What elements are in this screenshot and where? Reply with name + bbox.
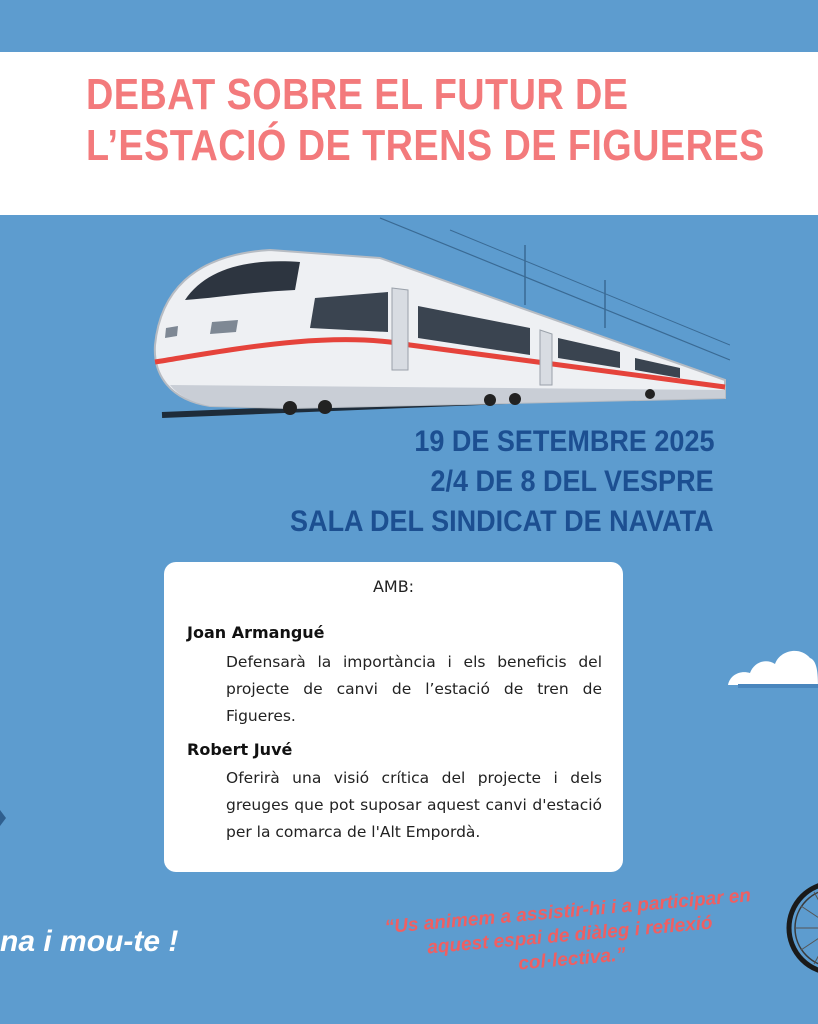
event-place: SALA DEL SINDICAT DE NAVATA — [290, 505, 714, 538]
title-line-1: DEBAT SOBRE EL FUTUR DE — [86, 70, 629, 119]
decorative-mark-icon — [0, 808, 8, 828]
slogan-text: na i mou-te ! — [0, 925, 179, 958]
speaker-name-1: Joan Armangué — [187, 623, 325, 642]
bicycle-wheel-icon — [786, 878, 818, 978]
quote-text: “Us animem a assistir-hi i a participar en aquest espai de diàleg i reflexió col·lectiva.” — [383, 885, 752, 975]
event-date: 19 DE SETEMBRE 2025 — [413, 425, 714, 458]
speaker-name-2: Robert Juvé — [187, 740, 293, 759]
event-time: 2/4 DE 8 DEL VESPRE — [430, 465, 714, 498]
speakers-heading: AMB: — [372, 577, 415, 596]
speaker-description-2: Oferirà una visió crítica del projecte i dels greuges que pot suposar aquest canvi d'estació per la comarca de l'Alt Empordà. — [226, 769, 602, 841]
speaker-description-1: Defensarà la importància i els beneficis del projecte de canvi de l’estació de tren de Figueres. — [226, 653, 602, 725]
speakers-card — [164, 562, 623, 872]
train-illustration — [150, 210, 730, 430]
title-line-2: L’ESTACIÓ DE TRENS DE FIGUERES — [86, 121, 765, 170]
cloud-icon — [728, 640, 818, 690]
